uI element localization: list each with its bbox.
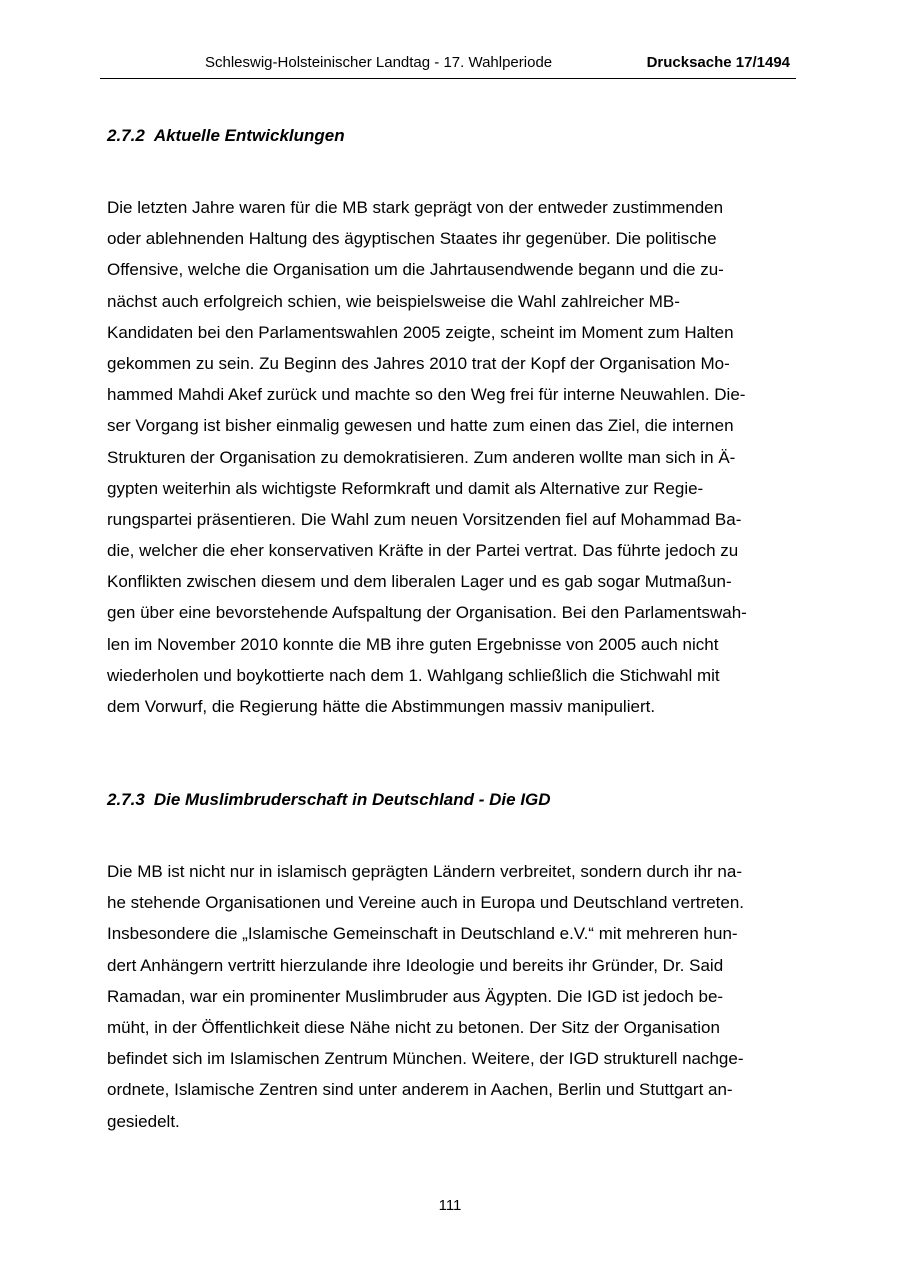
text-line: Strukturen der Organisation zu demokratisieren. Zum anderen wollte man sich in Ä- [107, 447, 736, 467]
page-number: 111 [438, 1197, 462, 1214]
text-line: Die MB ist nicht nur in islamisch geprägten Ländern verbreitet, sondern durch ihr na- [107, 862, 742, 881]
section-title: Die Muslimbruderschaft in Deutschland - Die IGD [153, 790, 551, 809]
section-paragraph [107, 192, 797, 722]
header-title: Schleswig-Holsteinischer Landtag - 17. Wahlperiode [205, 54, 553, 71]
page-header [100, 52, 796, 79]
text-line: Offensive, welche die Organisation um die Jahrtausendwende begann und die zu- [107, 260, 724, 280]
section-heading [107, 126, 345, 146]
text-line: gekommen zu sein. Zu Beginn des Jahres 2010 trat der Kopf der Organisation Mo- [107, 353, 730, 373]
text-line: ser Vorgang ist bisher einmalig gewesen und hatte zum einen das Ziel, die internen [107, 416, 734, 436]
section-paragraph [107, 856, 797, 1137]
section-title: Aktuelle Entwicklungen [153, 126, 345, 145]
text-line: dert Anhängern vertritt hierzulande ihre Ideologie und bereits ihr Gründer, Dr. Said [107, 955, 724, 975]
text-line: wiederholen und boykottierte nach dem 1. Wahlgang schließlich die Stichwahl mit [107, 665, 720, 685]
text-line: oder ablehnenden Haltung des ägyptischen Staates ihr gegenüber. Die politische [107, 229, 717, 249]
text-line: len im November 2010 konnte die MB ihre guten Ergebnisse von 2005 auch nicht [107, 634, 719, 654]
text-line: befindet sich im Islamischen Zentrum München. Weitere, der IGD strukturell nachge- [107, 1049, 744, 1069]
text-line: Insbesondere die „Islamische Gemeinschaft in Deutschland e.V.“ mit mehreren hun- [107, 924, 738, 944]
text-line: Kandidaten bei den Parlamentswahlen 2005 zeigte, scheint im Moment zum Halten [107, 322, 734, 342]
text-line: ordnete, Islamische Zentren sind unter anderem in Aachen, Berlin und Stuttgart an- [107, 1080, 733, 1100]
document-reference: Drucksache 17/1494 [646, 54, 790, 71]
section-number: 2.7.2 [107, 126, 145, 145]
text-line: die, welcher die eher konservativen Kräfte in der Partei vertrat. Das führte jedoch zu [107, 541, 739, 561]
text-line: Konflikten zwischen diesem und dem liberalen Lager und es gab sogar Mutmaßun- [107, 572, 732, 592]
text-line: Die letzten Jahre waren für die MB stark geprägt von der entweder zustimmenden [107, 198, 724, 217]
text-line: gen über eine bevorstehende Aufspaltung der Organisation. Bei den Parlamentswah- [107, 603, 747, 623]
text-line: hammed Mahdi Akef zurück und machte so den Weg frei für interne Neuwahlen. Die- [107, 385, 746, 405]
section-heading [107, 790, 551, 810]
text-line: Ramadan, war ein prominenter Muslimbruder aus Ägypten. Die IGD ist jedoch be- [107, 986, 724, 1006]
text-line: gesiedelt. [107, 1111, 180, 1131]
text-line: rungspartei präsentieren. Die Wahl zum neuen Vorsitzenden fiel auf Mohammad Ba- [107, 509, 742, 529]
text-line: müht, in der Öffentlichkeit diese Nähe nicht zu betonen. Der Sitz der Organisation [107, 1017, 720, 1037]
text-line: dem Vorwurf, die Regierung hätte die Abstimmungen massiv manipuliert. [107, 697, 656, 716]
text-line: nächst auch erfolgreich schien, wie beispielsweise die Wahl zahlreicher MB- [107, 291, 680, 311]
section-number: 2.7.3 [107, 790, 145, 809]
text-line: gypten weiterhin als wichtigste Reformkraft und damit als Alternative zur Regie- [107, 478, 704, 498]
text-line: he stehende Organisationen und Vereine auch in Europa und Deutschland vertreten. [107, 893, 745, 913]
